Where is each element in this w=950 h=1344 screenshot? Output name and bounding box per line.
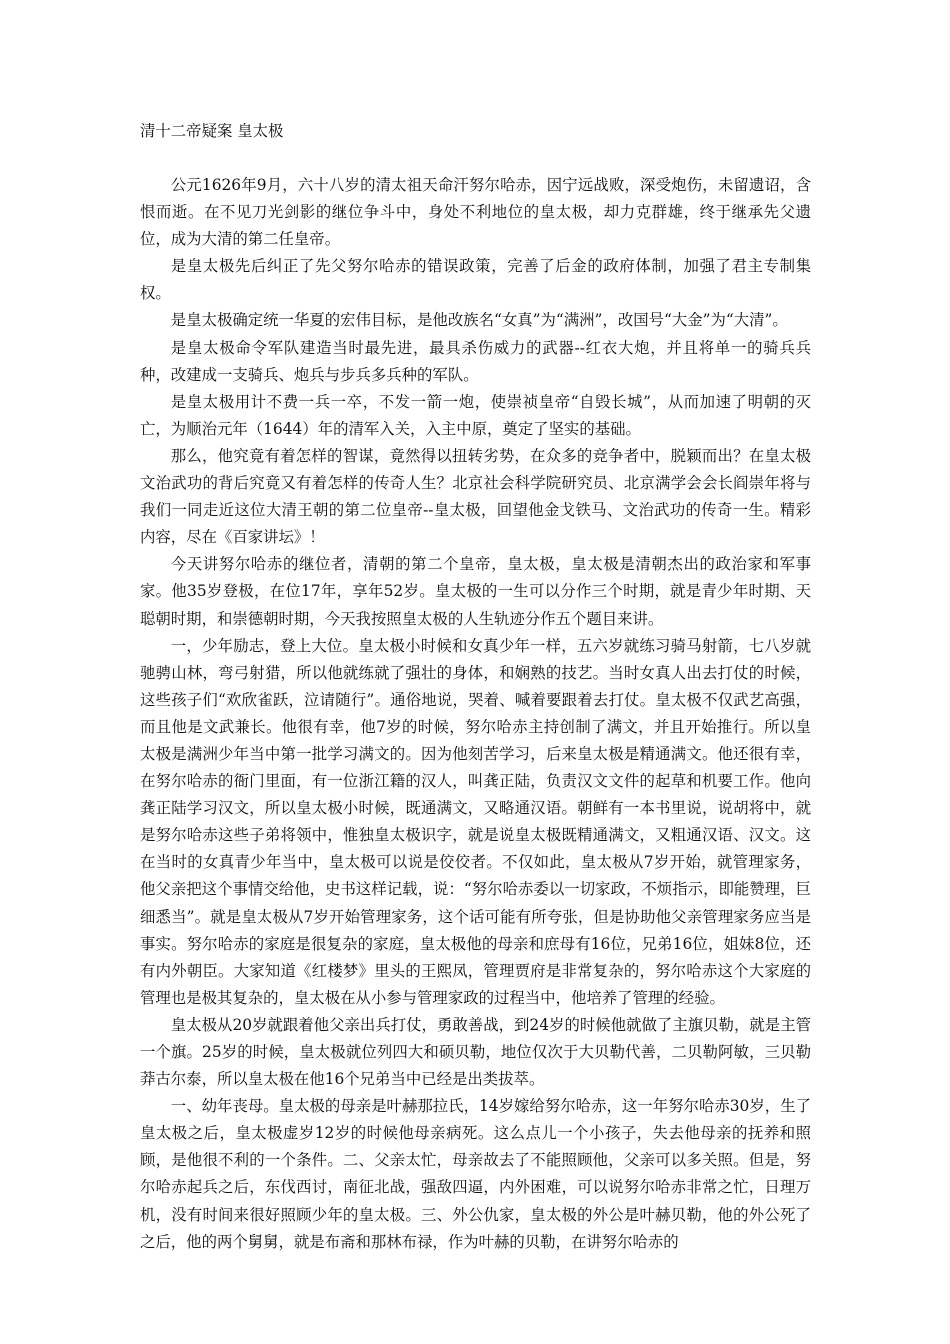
document-body: [140, 118, 811, 1256]
paragraph-lecture-overview: 今天讲努尔哈赤的继位者，清朝的第二个皇帝，皇太极，皇太极是清朝杰出的政治家和军事家。他35岁登极，在位17年，享年52岁。皇太极的一生可以分作三个时期，就是青少年时期、天聪朝时期，和崇德朝时期，今天我按照皇太极的人生轨迹分作五个题目来讲。: [140, 555, 811, 628]
paragraph-policy: 是皇太极先后纠正了先父努尔哈赤的错误政策，完善了后金的政府体制，加强了君主专制集权。: [140, 257, 811, 303]
paragraph-strategy: 是皇太极用计不费一兵一卒，不发一箭一炮，使崇祯皇帝“自毁长城”，从而加速了明朝的灭亡，为顺治元年（1644）年的清军入关，入主中原，奠定了坚实的基础。: [140, 392, 811, 438]
paragraph-cannon: 是皇太极命令军队建造当时最先进，最具杀伤威力的武器--红衣大炮，并且将单一的骑兵兵种，改建成一支骑兵、炮兵与步兵多兵种的军队。: [140, 338, 811, 384]
paragraph-military-rise: 皇太极从20岁就跟着他父亲出兵打仗，勇敢善战，到24岁的时候他就做了主旗贝勒，就是主管一个旗。25岁的时候，皇太极就位列四大和硕贝勒，地位仅次于大贝勒代善，二贝勒阿敏，三贝勒莽古尔泰，所以皇太极在他16个兄弟当中已经是出类拔萃。: [140, 1015, 811, 1089]
document-title: 清十二帝疑案 皇太极: [140, 122, 284, 140]
paragraph-program-preview: 那么，他究竟有着怎样的智谋，竟然得以扭转劣势，在众多的竞争者中，脱颖而出？在皇太极文治武功的背后究竟又有着怎样的传奇人生？北京社会科学院研究员、北京满学会会长阎崇年将与我们一同走近这位大清王朝的第二位皇帝--皇太极，回望他金戈铁马、文治武功的传奇一生。精彩内容，尽在《百家讲坛》！: [140, 446, 811, 547]
paragraph-youth: 一，少年励志，登上大位。皇太极小时候和女真少年一样，五六岁就练习骑马射箭，七八岁就驰骋山林，弯弓射猎，所以他就练就了强壮的身体，和娴熟的技艺。当时女真人出去打仗的时候，这些孩子们“欢欣雀跃，泣请随行”。通俗地说，哭着、喊着要跟着去打仗。皇太极不仅武艺高强，而且他是文武兼长。他很有幸，他7岁的时候，努尔哈赤主持创制了满文，并且开始推行。所以皇太极是满洲少年当中第一批学习满文的。因为他刻苦学习，后来皇太极是精通满文。他还很有幸，在努尔哈赤的衙门里面，有一位浙江籍的汉人，叫龚正陆，负责汉文文件的起草和机要工作。他向龚正陆学习汉文，所以皇太极小时候，既通满文，又略通汉语。朝鲜有一本书里说，说胡将中，就是努尔哈赤这些子弟将领中，惟独皇太极识字，就是说皇太极既精通满文，又粗通汉语、汉文。这在当时的女真青少年当中，皇太极可以说是佼佼者。不仅如此，皇太极从7岁开始，就管理家务，他父亲把这个事情交给他，史书这样记载，说：“努尔哈赤委以一切家政，不烦指示，即能赞理，巨细悉当”。就是皇太极从7岁开始管理家务，这个话可能有所夸张，但是协助他父亲管理家务应当是事实。努尔哈赤的家庭是很复杂的家庭，皇太极他的母亲和庶母有16位，兄弟16位，姐妹8位，还有内外朝臣。大家知道《红楼梦》里头的王熙凤，管理贾府是非常复杂的，努尔哈赤这个大家庭的管理也是极其复杂的，皇太极在从小参与管理家政的过程当中，他培养了管理的经验。: [140, 636, 811, 1007]
paragraph-intro: 公元1626年9月，六十八岁的清太祖天命汗努尔哈赤，因宁远战败，深受炮伤，未留遗诏，含恨而逝。在不见刀光剑影的继位争斗中，身处不利地位的皇太极，却力克群雄，终于继承先父遗位，成为大清的第二任皇帝。: [140, 176, 811, 249]
paragraph-name-change: 是皇太极确定统一华夏的宏伟目标，是他改族名“女真”为“满洲”，改国号“大金”为“大清”。: [170, 311, 788, 330]
paragraph-adversity: 一、幼年丧母。皇太极的母亲是叶赫那拉氏，14岁嫁给努尔哈赤，这一年努尔哈赤30岁，生了皇太极之后，皇太极虚岁12岁的时候他母亲病死。这么点儿一个小孩子，失去他母亲的抚养和照顾，是他很不利的一个条件。二、父亲太忙，母亲故去了不能照顾他，父亲可以多关照。但是，努尔哈赤起兵之后，东伐西讨，南征北战，强敌四逼，内外困难，可以说努尔哈赤非常之忙，日理万机，没有时间来很好照顾少年的皇太极。三、外公仇家，皇太极的外公是叶赫贝勒，他的外公死了之后，他的两个舅舅，就是布斋和那林布禄，作为叶赫的贝勒，在讲努尔哈赤的: [140, 1097, 811, 1251]
